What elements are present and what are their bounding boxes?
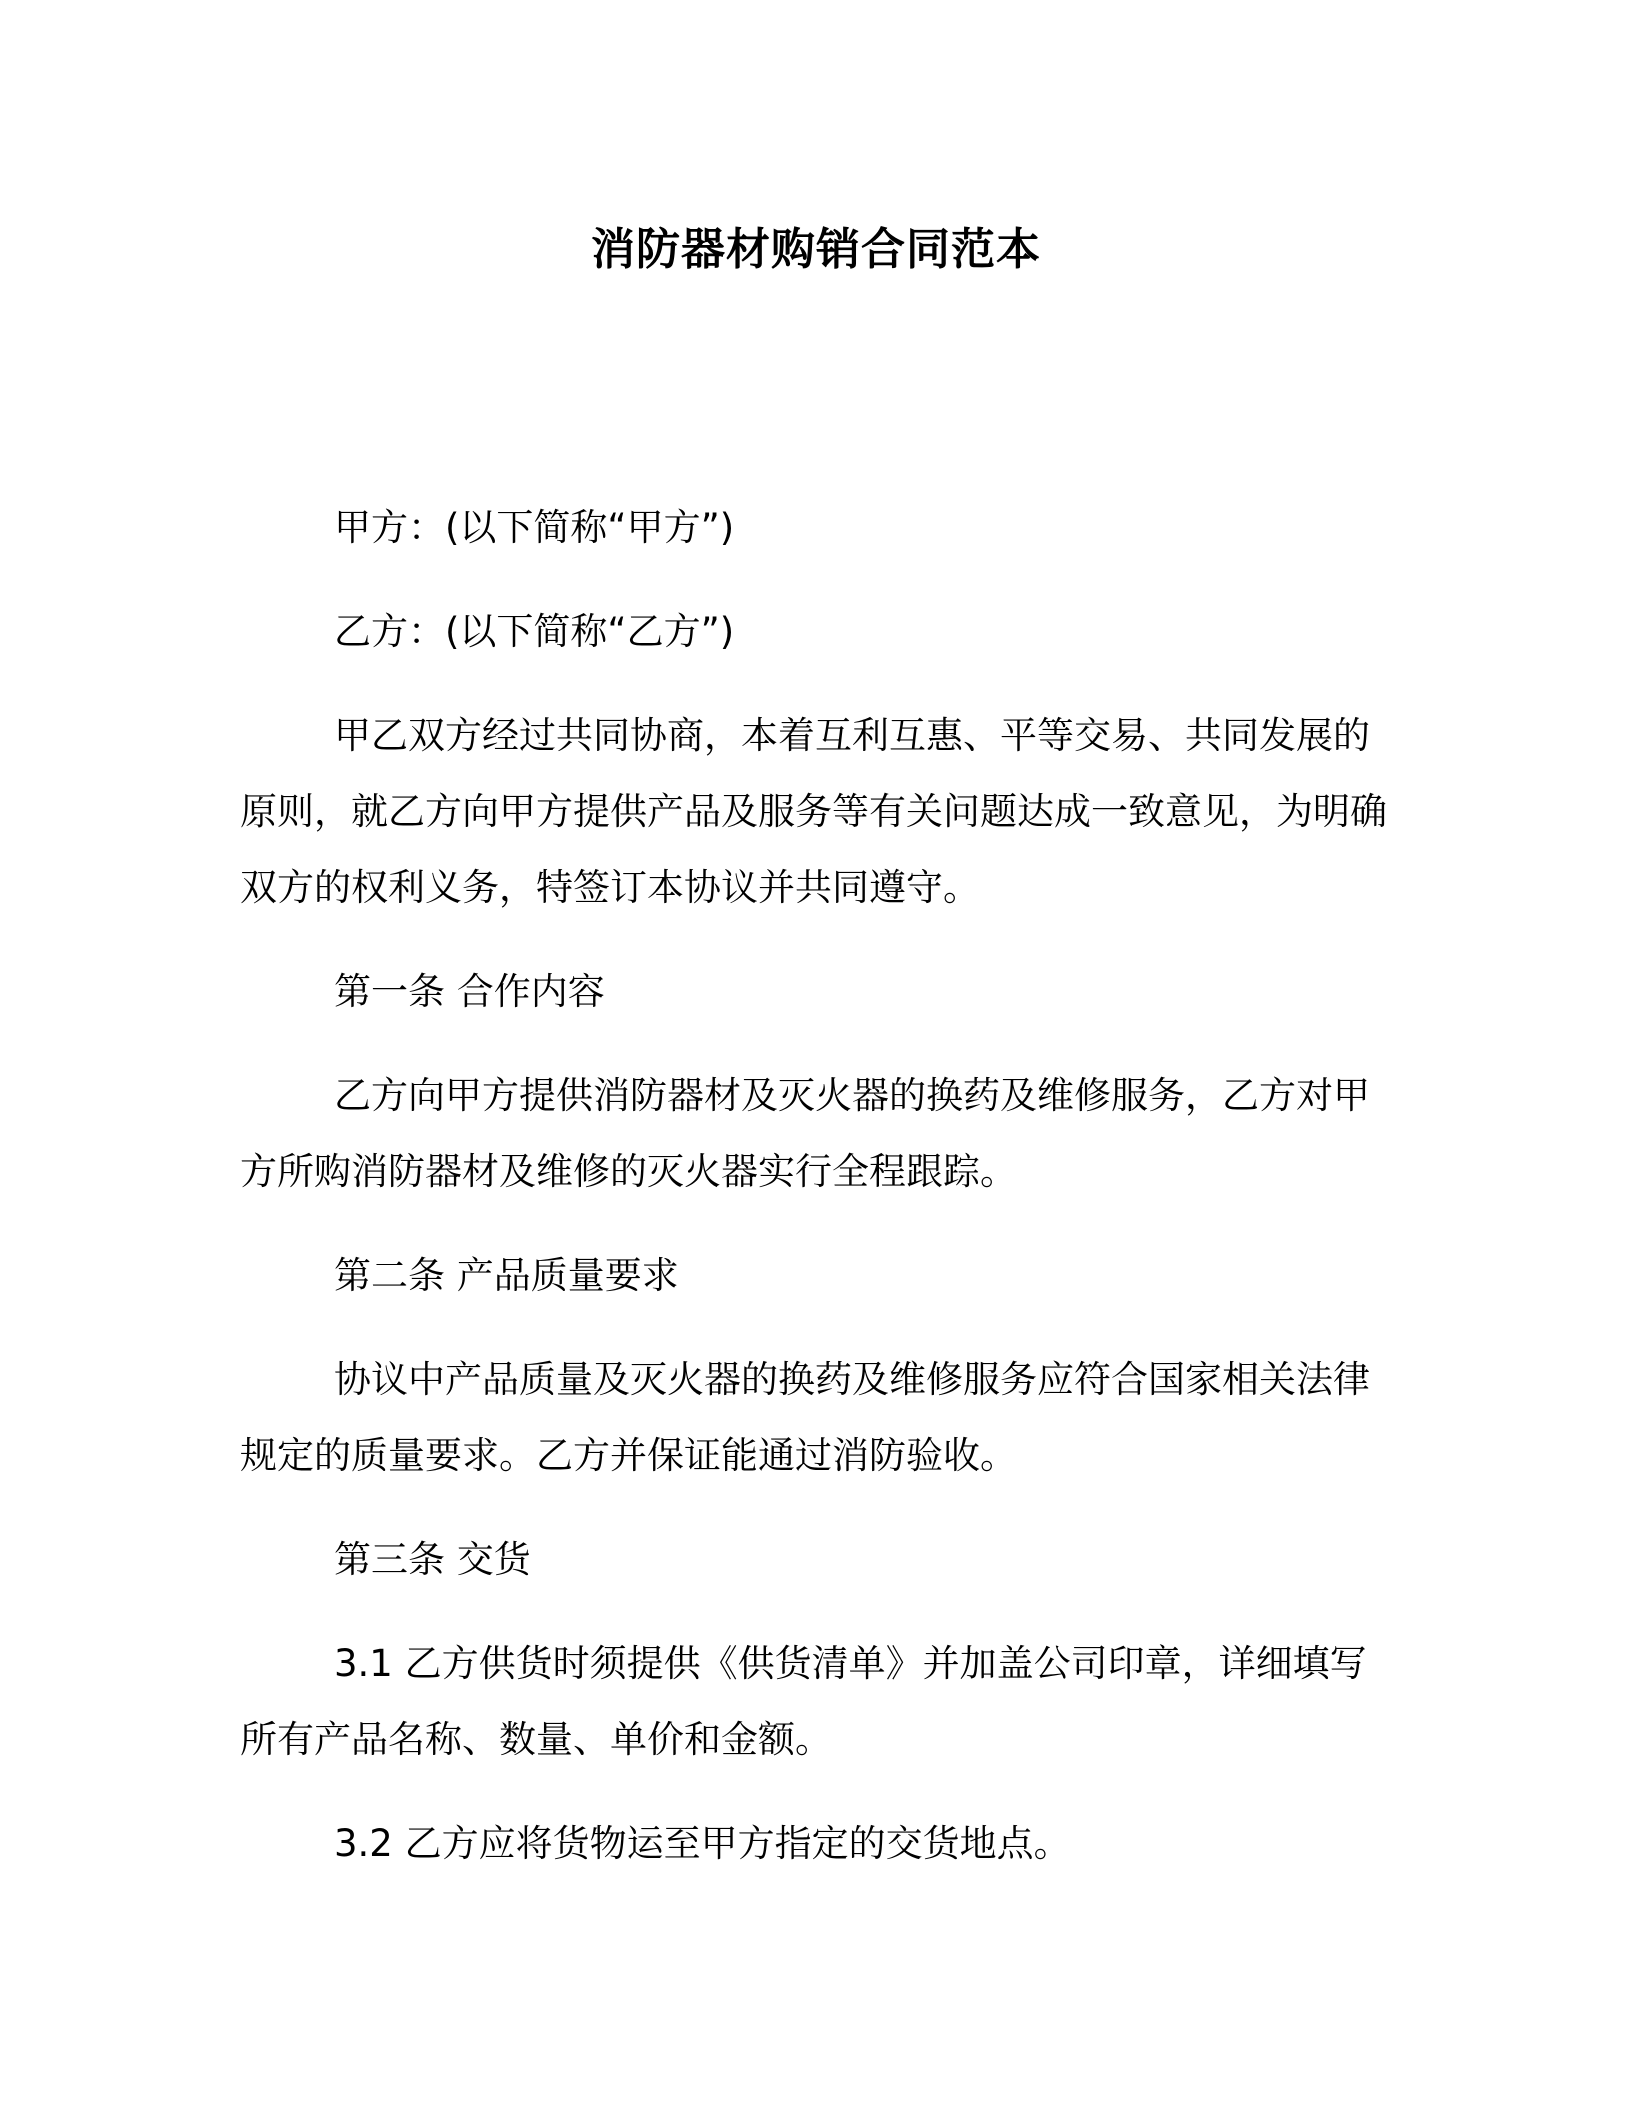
document-body (240, 490, 1390, 1910)
article-1-paragraph: 乙方向甲方提供消防器材及灭火器的换药及维修服务，乙方对甲方所购消防器材及维修的灭火器实行全程跟踪。 (240, 1074, 1370, 1193)
article-3-2-paragraph: 3.2 乙方应将货物运至甲方指定的交货地点。 (334, 1822, 1071, 1865)
article-2-paragraph: 协议中产品质量及灭火器的换药及维修服务应符合国家相关法律规定的质量要求。乙方并保证能通过消防验收。 (240, 1358, 1370, 1477)
article-3-1-paragraph: 3.1 乙方供货时须提供《供货清单》并加盖公司印章，详细填写所有产品名称、数量、单价和金额。 (240, 1642, 1367, 1761)
article-3-heading: 第三条 交货 (334, 1538, 531, 1581)
article-1-heading: 第一条 合作内容 (334, 970, 605, 1013)
party-b-line: 乙方：(以下简称“乙方”) (334, 610, 735, 653)
party-a-line: 甲方：(以下简称“甲方”) (334, 506, 735, 549)
preamble-paragraph: 甲乙双方经过共同协商，本着互利互惠、平等交易、共同发展的原则，就乙方向甲方提供产品及服务等有关问题达成一致意见，为明确双方的权利义务，特签订本协议并共同遵守。 (240, 714, 1387, 909)
document-title: 消防器材购销合同范本 (591, 224, 1041, 275)
article-2-heading: 第二条 产品质量要求 (334, 1254, 679, 1297)
